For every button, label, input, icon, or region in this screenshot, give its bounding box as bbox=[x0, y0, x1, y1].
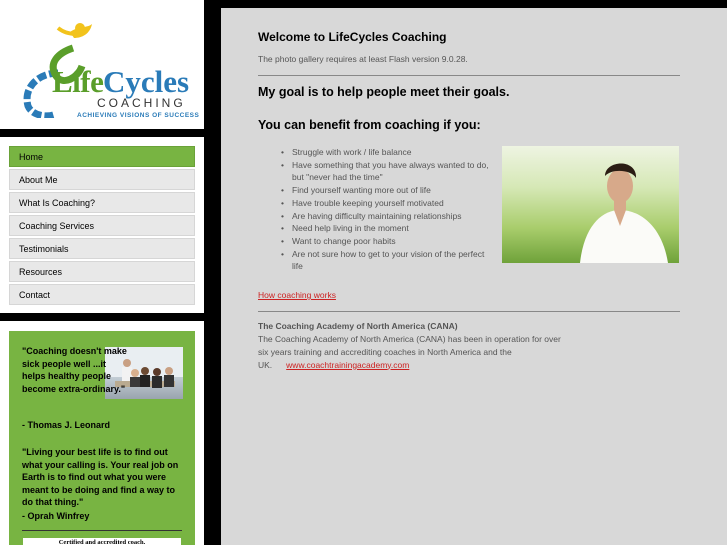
divider bbox=[258, 311, 680, 312]
quote-divider bbox=[22, 530, 182, 531]
goal-heading: My goal is to help people meet their goals. bbox=[258, 85, 510, 99]
divider bbox=[258, 75, 680, 76]
nav-item-home[interactable]: Home bbox=[9, 146, 195, 167]
logo-word-coaching: COACHING bbox=[97, 96, 186, 110]
page-title: Welcome to LifeCycles Coaching bbox=[258, 30, 447, 44]
quote-panel bbox=[0, 321, 204, 545]
logo-tagline: ACHIEVING VISIONS OF SUCCESS bbox=[77, 112, 200, 119]
quote-panel-background bbox=[9, 331, 195, 545]
cana-body-text: The Coaching Academy of North America (CANA) has been in operation for over six years training and accrediting coaches in North America and the UK. bbox=[258, 334, 561, 370]
logo-word-life: Life bbox=[52, 64, 104, 99]
list-item: • Are not sure how to get to your vision of the perfect life bbox=[279, 248, 494, 273]
list-item: • Have trouble keeping yourself motivated bbox=[279, 197, 494, 210]
flash-requirement-note: The photo gallery requires at least Flash version 9.0.28. bbox=[258, 54, 468, 64]
main-nav bbox=[9, 146, 195, 307]
nav-item-about-me[interactable]: About Me bbox=[9, 169, 195, 190]
how-coaching-works-link[interactable]: How coaching works bbox=[258, 290, 336, 300]
nav-item-coaching-services[interactable]: Coaching Services bbox=[9, 215, 195, 236]
nav-item-testimonials[interactable]: Testimonials bbox=[9, 238, 195, 259]
nav-panel bbox=[0, 137, 204, 313]
cana-heading: The Coaching Academy of North America (CANA) bbox=[258, 321, 458, 331]
quote-winfrey-author: - Oprah Winfrey bbox=[22, 511, 90, 521]
list-item: • Have something that you have always wanted to do, but "never had the time" bbox=[279, 159, 494, 184]
quote-leonard: "Coaching doesn't make sick people well ...it helps healthy people become extra-ordinary." bbox=[22, 346, 127, 394]
cana-description bbox=[258, 333, 564, 371]
nav-item-resources[interactable]: Resources bbox=[9, 261, 195, 282]
benefit-list bbox=[279, 146, 494, 273]
main-content bbox=[221, 8, 727, 545]
certification-badge: Certified and accredited coach. bbox=[23, 538, 181, 545]
column-divider bbox=[204, 0, 218, 545]
nav-item-what-is-coaching[interactable]: What Is Coaching? bbox=[9, 192, 195, 213]
list-item: • Find yourself wanting more out of life bbox=[279, 184, 494, 197]
relaxed-woman-photo bbox=[502, 146, 679, 263]
nav-item-contact[interactable]: Contact bbox=[9, 284, 195, 305]
list-item: • Are having difficulty maintaining relationships bbox=[279, 210, 494, 223]
benefit-heading: You can benefit from coaching if you: bbox=[258, 118, 481, 132]
list-item: • Struggle with work / life balance bbox=[279, 146, 494, 159]
cana-website-link[interactable]: www.coachtrainingacademy.com bbox=[286, 359, 410, 370]
list-item: • Want to change poor habits bbox=[279, 235, 494, 248]
quote-leonard-author: - Thomas J. Leonard bbox=[22, 420, 111, 430]
logo-panel bbox=[0, 0, 204, 129]
quote-winfrey: "Living your best life is to find out what your calling is. Your real job on Earth is to find out what you were meant to be doing and find a way to do that thing." bbox=[22, 447, 179, 508]
list-item: • Need help living in the moment bbox=[279, 222, 494, 235]
logo-word-cycles: Cycles bbox=[103, 64, 190, 99]
